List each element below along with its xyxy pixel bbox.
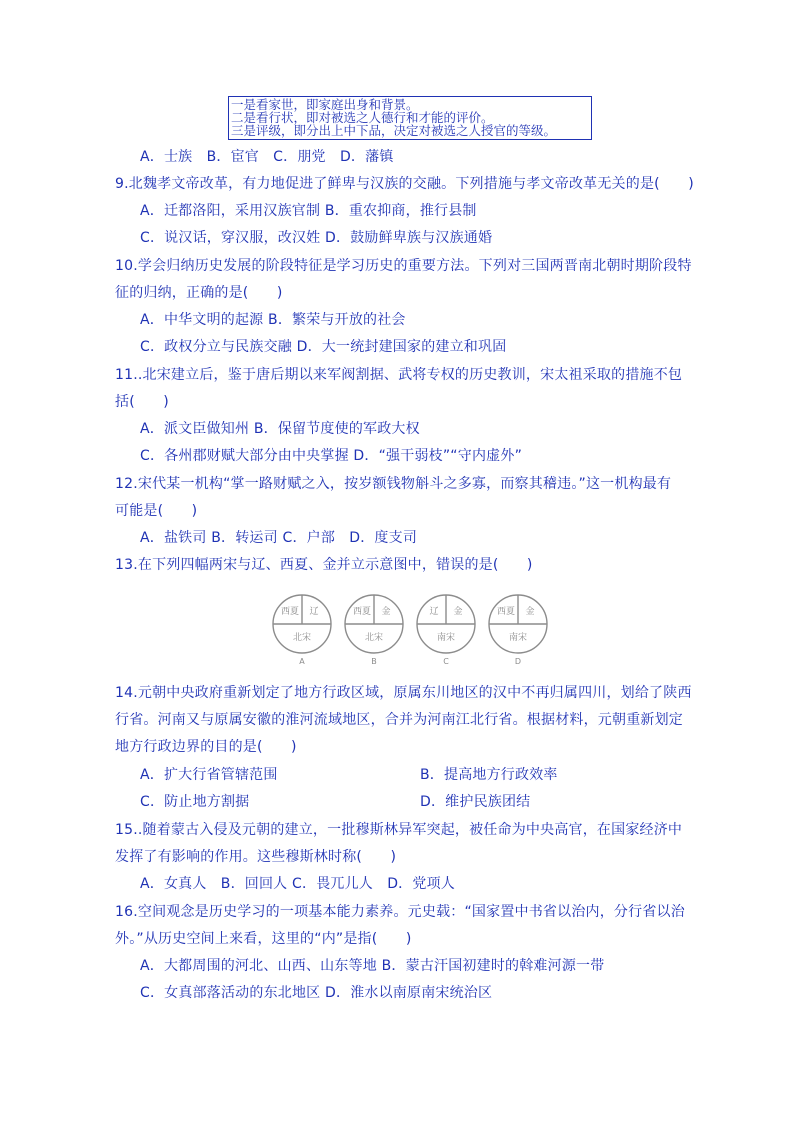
q11-stem-1: 11..北宋建立后，鉴于唐后期以来军阀割据、武将专权的历史教训，宋太祖采取的措施不包 bbox=[115, 367, 683, 383]
material-line-2: 二是看行状，即对被选之人德行和才能的评价。 bbox=[231, 110, 494, 125]
q9-options-2: C．说汉话，穿汉服，改汉姓 D．鼓励鲜卑族与汉族通婚 bbox=[140, 230, 493, 246]
q14-stem-3: 地方行政边界的目的是( ) bbox=[115, 739, 297, 755]
q14-option-b: B．提高地方行政效率 bbox=[420, 767, 558, 783]
q14-option-d: D．维护民族团结 bbox=[420, 794, 531, 810]
map-b bbox=[345, 595, 403, 666]
map-c-bottom: 南宋 bbox=[436, 633, 456, 643]
q12-stem-1: 12.宋代某一机构“掌一路财赋之入，按岁额钱物斛斗之多寡，而察其稽违。”这一机构最有 bbox=[115, 476, 672, 492]
map-d-label: D bbox=[514, 657, 522, 666]
q16-stem-2: 外。”从历史空间上来看，这里的“内”是指( ) bbox=[115, 931, 412, 947]
q12-stem-2: 可能是( ) bbox=[115, 503, 198, 519]
q10-stem-2: 征的归纳，正确的是( ) bbox=[115, 285, 283, 301]
q10-options-1: A．中华文明的起源 B．繁荣与开放的社会 bbox=[140, 312, 406, 328]
map-a bbox=[273, 595, 331, 666]
map-a-label: A bbox=[299, 657, 305, 666]
q8-options: A．士族 B．宦官 C．朋党 D．藩镇 bbox=[140, 149, 394, 165]
material-box bbox=[228, 96, 592, 140]
q9-stem: 9.北魏孝文帝改革，有力地促进了鲜卑与汉族的交融。下列措施与孝文帝改革无关的是( ) bbox=[115, 176, 694, 192]
q14-option-a: A．扩大行省管辖范围 bbox=[140, 767, 278, 783]
q13-stem: 13.在下列四幅两宋与辽、西夏、金并立示意图中，错误的是( ) bbox=[115, 557, 533, 573]
q10-options-2: C．政权分立与民族交融 D．大一统封建国家的建立和巩固 bbox=[140, 339, 507, 355]
map-b-bottom: 北宋 bbox=[364, 633, 384, 643]
map-b-label: B bbox=[371, 657, 377, 666]
map-d-bottom: 南宋 bbox=[508, 633, 528, 643]
q11-options-1: A．派文臣做知州 B．保留节度使的军政大权 bbox=[140, 421, 420, 437]
q16-stem-1: 16.空间观念是历史学习的一项基本能力素养。元史载：“国家置中书省以治内，分行省以治 bbox=[115, 904, 685, 920]
q16-options-2: C．女真部落活动的东北地区 D．淮水以南原南宋统治区 bbox=[140, 985, 493, 1001]
map-c-tr: 金 bbox=[453, 607, 463, 617]
material-line-3: 三是评级，即分出上中下品，决定对被选之人授官的等级。 bbox=[231, 123, 557, 138]
map-b-tl: 西夏 bbox=[352, 607, 372, 617]
material-line-1: 一是看家世，即家庭出身和背景。 bbox=[231, 97, 419, 112]
map-b-tr: 金 bbox=[381, 607, 391, 617]
map-a-tr: 辽 bbox=[309, 607, 319, 617]
map-c bbox=[417, 595, 475, 666]
map-d-tl: 西夏 bbox=[496, 607, 516, 617]
map-d-tr: 金 bbox=[525, 607, 535, 617]
q14-stem-1: 14.元朝中央政府重新划定了地方行政区域，原属东川地区的汉中不再归属四川，划给了陕西 bbox=[115, 685, 692, 701]
map-d bbox=[489, 595, 547, 666]
q9-options-1: A．迁都洛阳，采用汉族官制 B．重农抑商，推行县制 bbox=[140, 203, 477, 219]
q11-options-2: C．各州郡财赋大部分由中央掌握 D．“强干弱枝”“守内虚外” bbox=[140, 448, 523, 464]
q15-stem-2: 发挥了有影响的作用。这些穆斯林时称( ) bbox=[115, 849, 397, 865]
map-a-bottom: 北宋 bbox=[292, 633, 312, 643]
q10-stem-1: 10.学会归纳历史发展的阶段特征是学习历史的重要方法。下列对三国两晋南北朝时期阶段特 bbox=[115, 258, 692, 274]
q15-stem-1: 15..随着蒙古入侵及元朝的建立，一批穆斯林异军突起，被任命为中央高官，在国家经济中 bbox=[115, 822, 683, 838]
q16-options-1: A．大都周围的河北、山西、山东等地 B．蒙古汗国初建时的斡难河源一带 bbox=[140, 958, 605, 974]
q15-options-1: A．女真人 B．回回人 C．畏兀儿人 D．党项人 bbox=[140, 876, 455, 892]
q14-option-c: C．防止地方割据 bbox=[140, 794, 250, 810]
q12-options-1: A．盐铁司 B．转运司 C．户部 D．度支司 bbox=[140, 530, 418, 546]
map-a-tl: 西夏 bbox=[280, 607, 300, 617]
q11-stem-2: 括( ) bbox=[115, 394, 169, 410]
q14-stem-2: 行省。河南又与原属安徽的淮河流域地区，合并为河南江北行省。根据材料，元朝重新划定 bbox=[115, 712, 683, 728]
map-c-label: C bbox=[443, 657, 449, 666]
q13-maps-figure bbox=[272, 594, 556, 668]
map-c-tl: 辽 bbox=[429, 607, 439, 617]
q13-maps bbox=[272, 594, 556, 668]
